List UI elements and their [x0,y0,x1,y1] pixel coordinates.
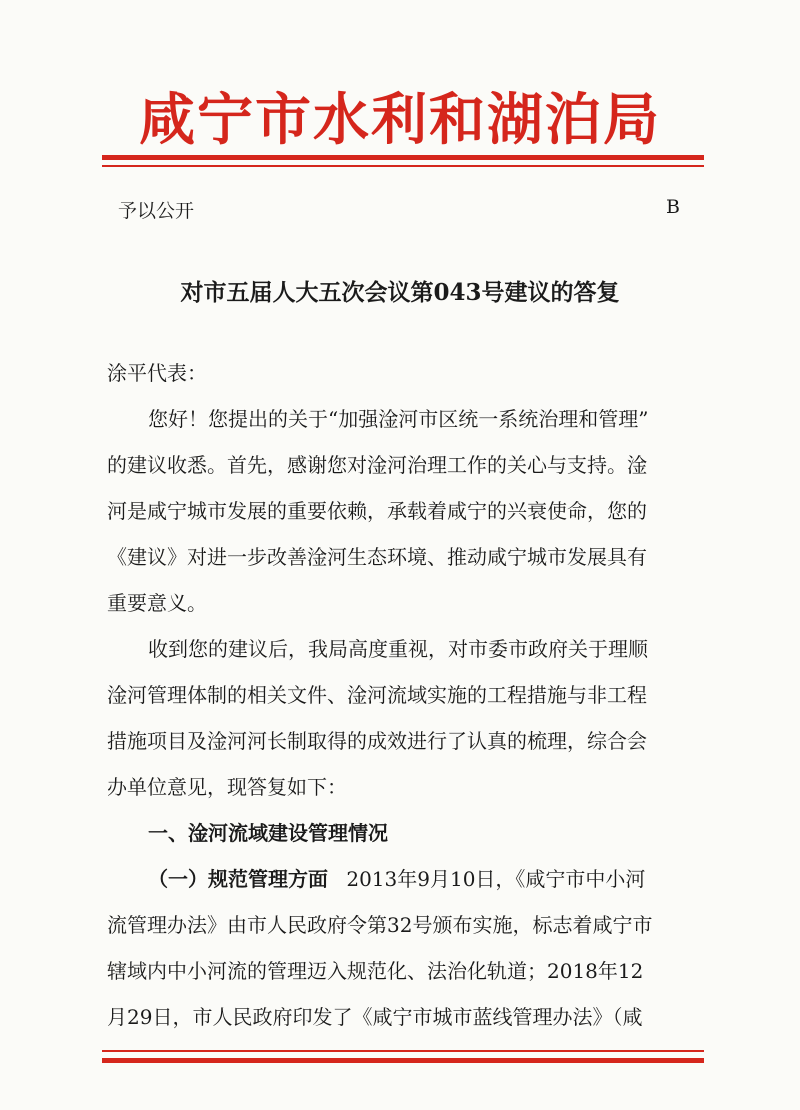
paragraph-line: 《建议》对进一步改善淦河生态环境、推动咸宁城市发展具有 [107,545,647,569]
paragraph-line: 淦河管理体制的相关文件、淦河流域实施的工程措施与非工程 [107,683,647,707]
subsection-heading: （一）规范管理方面 [148,867,328,891]
footer-rule-thin [102,1050,704,1052]
paragraph-line: 辖域内中小河流的管理迈入规范化、法治化轨道；2018年12 [107,959,644,983]
paragraph-line [148,863,645,892]
section-heading: 一、淦河流域建设管理情况 [148,821,388,845]
paragraph-text: 2013年9月10日，《咸宁市中小河 [346,867,646,891]
paragraph-line: 措施项目及淦河河长制取得的成效进行了认真的梳理，综合会 [107,729,647,753]
grade-label: B [666,196,680,218]
salutation: 涂平代表： [107,361,207,385]
paragraph-line: 流管理办法》由市人民政府令第32号颁布实施，标志着咸宁市 [107,913,653,937]
paragraph-line: 河是咸宁城市发展的重要依赖，承载着咸宁的兴衰使命，您的 [107,499,647,523]
paragraph-line: 月29日，市人民政府印发了《咸宁市城市蓝线管理办法》（咸 [107,1005,643,1029]
paragraph-line: 重要意义。 [107,591,207,615]
footer-rule-thick [102,1058,704,1063]
letterhead-rule-thick [102,155,704,160]
paragraph-line: 的建议收悉。首先，感谢您对淦河治理工作的关心与支持。淦 [107,453,647,477]
document-title: 对市五届人大五次会议第043号建议的答复 [180,279,620,306]
letterhead-title: 咸宁市水利和湖泊局 [139,87,661,153]
paragraph-line: 办单位意见，现答复如下： [107,775,347,799]
disclosure-label: 予以公开 [118,200,195,222]
paragraph-line: 收到您的建议后，我局高度重视，对市委市政府关于理顺 [148,637,648,661]
letterhead-rule-thin [102,165,704,167]
paragraph-line: 您好！您提出的关于“加强淦河市区统一系统治理和管理” [148,407,649,431]
